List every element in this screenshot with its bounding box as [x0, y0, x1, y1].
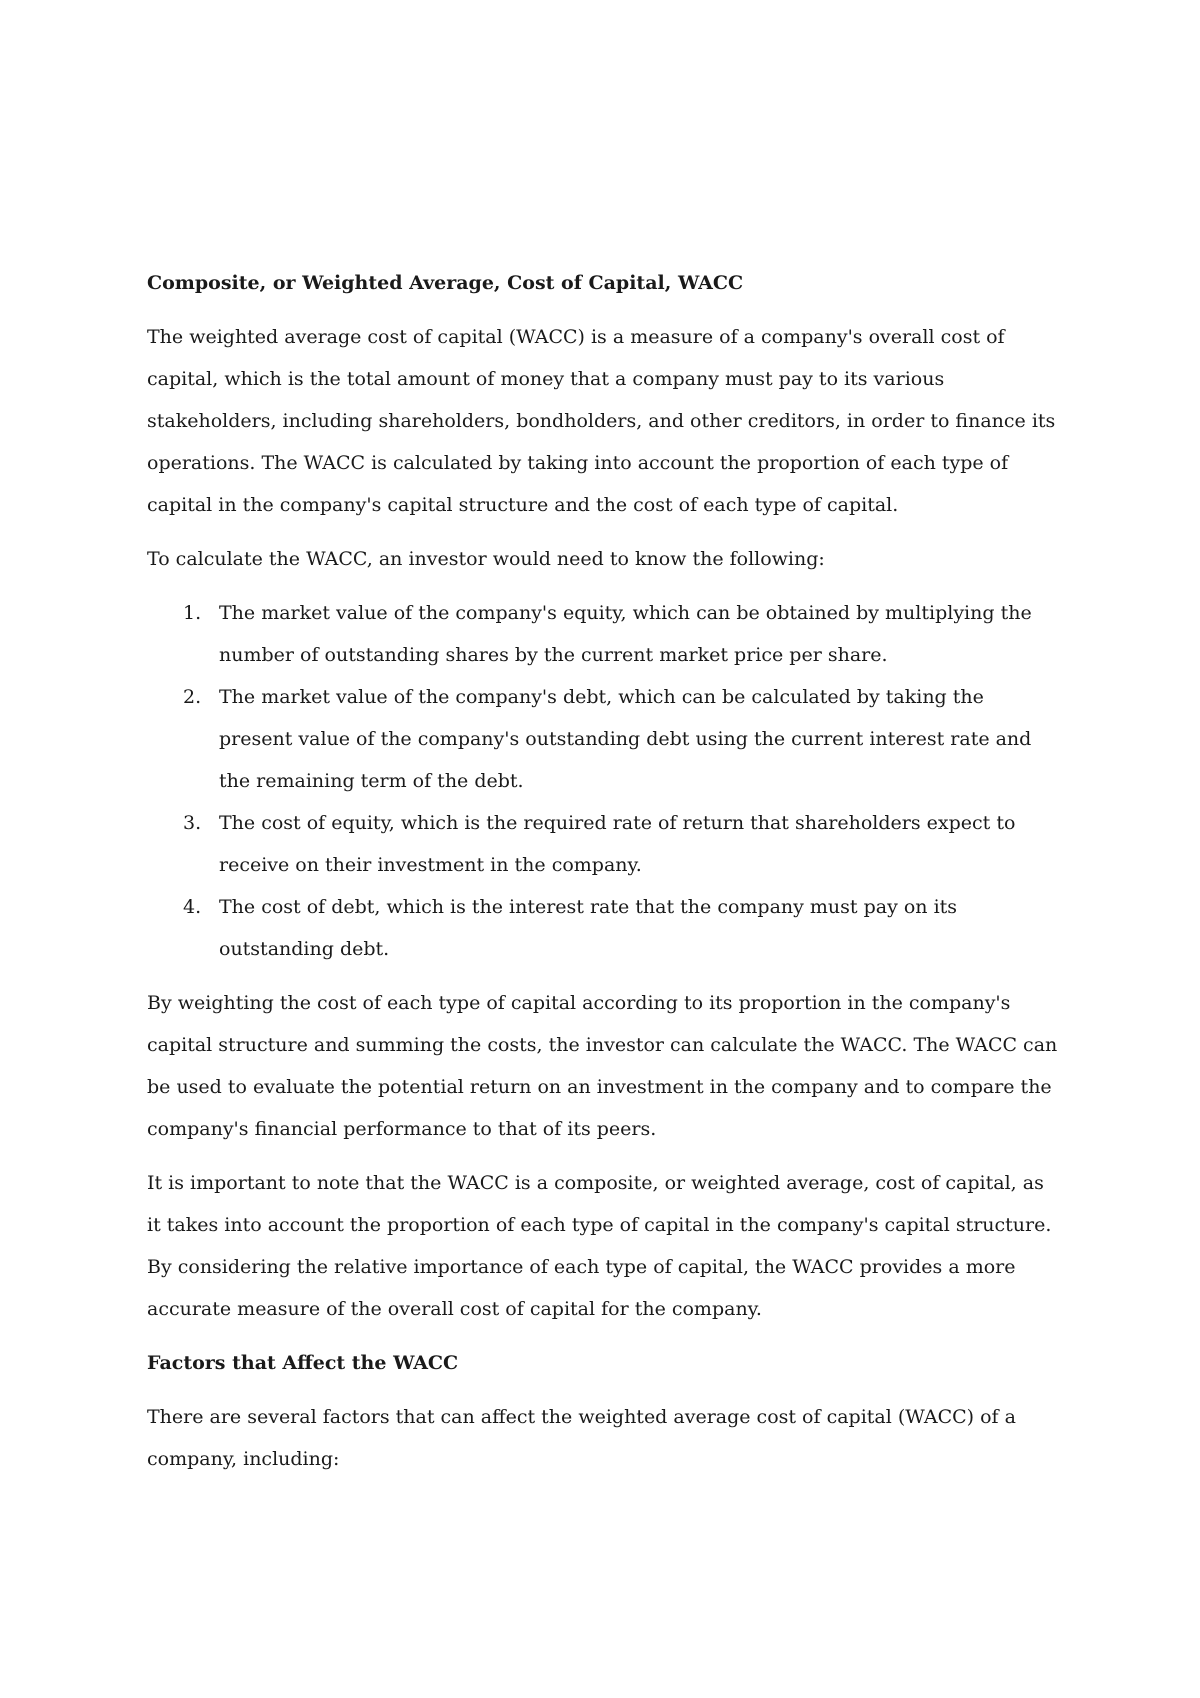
paragraph-calculation-intro: To calculate the WACC, an investor would need to know the following: — [147, 548, 825, 570]
list-item — [147, 802, 1062, 886]
section-heading-wacc: Composite, or Weighted Average, Cost of Capital, WACC — [147, 272, 744, 294]
list-item-text: The market value of the company's debt, which can be calculated by taking the present value of the company's outstanding debt using the current interest rate and the remaining term of the debt. — [219, 686, 1032, 792]
paragraph-wacc-definition: The weighted average cost of capital (WACC) is a measure of a company's overall cost of capital, which is the total amount of money that a company must pay to its various stakeholders, including shareholders, bondholders, and other creditors, in order to finance its operations. The WACC is calculated by taking into account the proportion of each type of capital in the company's capital structure and the cost of each type of capital. — [147, 326, 1056, 516]
list-item-text: The cost of equity, which is the required rate of return that shareholders expect to receive on their investment in the company. — [219, 812, 1016, 876]
list-item-number: 4. — [183, 896, 202, 918]
list-item-number: 1. — [183, 602, 202, 624]
paragraph-composite-note: It is important to note that the WACC is a composite, or weighted average, cost of capital, as it takes into account the proportion of each type of capital in the company's capital structure. By considering the relative importance of each type of capital, the WACC provides a more accurate measure of the overall cost of capital for the company. — [147, 1172, 1052, 1320]
section-heading-factors: Factors that Affect the WACC — [147, 1352, 459, 1374]
paragraph-factors-intro: There are several factors that can affect the weighted average cost of capital (WACC) of a company, including: — [147, 1406, 1016, 1470]
list-item-number: 2. — [183, 686, 202, 708]
list-item — [147, 592, 1062, 676]
list-item-text: The cost of debt, which is the interest rate that the company must pay on its outstanding debt. — [219, 896, 958, 960]
list-item-number: 3. — [183, 812, 202, 834]
document-body — [147, 262, 1062, 1492]
list-item — [147, 886, 1062, 970]
paragraph-weighting: By weighting the cost of each type of capital according to its proportion in the company's capital structure and summing the costs, the investor can calculate the WACC. The WACC can be used to evaluate the potential return on an investment in the company and to compare the company's financial performance to that of its peers. — [147, 992, 1058, 1140]
list-item-text: The market value of the company's equity, which can be obtained by multiplying the number of outstanding shares by the current market price per share. — [219, 602, 1032, 666]
requirements-list — [147, 592, 1062, 970]
list-item — [147, 676, 1062, 802]
